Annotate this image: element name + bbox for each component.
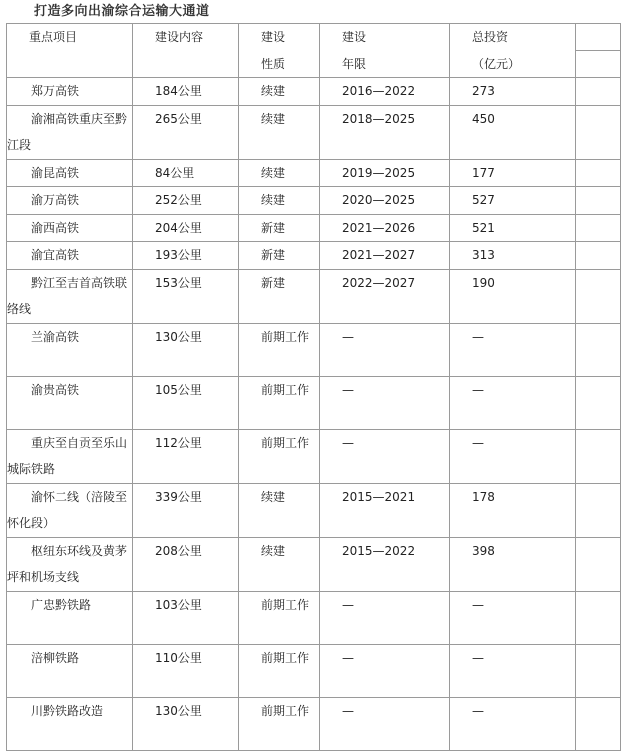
nature-cell: 前期工作: [239, 697, 320, 750]
content-cell: 265公里: [133, 105, 239, 159]
investment-cell: —: [450, 323, 576, 376]
content-cell: 204公里: [133, 214, 239, 242]
header-extra-column: [576, 24, 621, 78]
extra-cell: [576, 591, 621, 644]
table-row: [7, 483, 621, 537]
investment-cell: 273: [450, 78, 576, 106]
investment-cell: 177: [450, 159, 576, 187]
extra-cell: [576, 323, 621, 376]
project-cell: 渝贵高铁: [7, 376, 133, 429]
investment-cell: 178: [450, 483, 576, 537]
project-cell: 渝湘高铁重庆至黔江段: [7, 105, 133, 159]
nature-cell: 前期工作: [239, 429, 320, 483]
nature-cell: 前期工作: [239, 323, 320, 376]
project-cell: 渝昆高铁: [7, 159, 133, 187]
period-cell: —: [320, 697, 450, 750]
extra-cell: [576, 78, 621, 106]
content-cell: 153公里: [133, 269, 239, 323]
content-cell: 130公里: [133, 697, 239, 750]
header-investment: [450, 24, 576, 78]
project-cell: 黔江至吉首高铁联络线: [7, 269, 133, 323]
content-cell: 110公里: [133, 644, 239, 697]
table-row: [7, 105, 621, 159]
project-cell: 涪柳铁路: [7, 644, 133, 697]
header-row: [7, 24, 621, 78]
table-row: [7, 323, 621, 376]
page-title: 打造多向出渝综合运输大通道: [34, 4, 210, 19]
period-cell: 2015—2021: [320, 483, 450, 537]
header-nature-line2: 性质: [261, 56, 286, 71]
extra-cell: [576, 483, 621, 537]
extra-cell: [576, 644, 621, 697]
extra-cell: [576, 105, 621, 159]
nature-cell: 前期工作: [239, 591, 320, 644]
investment-cell: 521: [450, 214, 576, 242]
table-row: [7, 591, 621, 644]
extra-cell: [576, 429, 621, 483]
content-cell: 103公里: [133, 591, 239, 644]
header-nature-line1: 建设: [261, 30, 286, 44]
header-period: [320, 24, 450, 78]
project-cell: 渝万高铁: [7, 187, 133, 215]
investment-cell: 450: [450, 105, 576, 159]
period-cell: —: [320, 323, 450, 376]
investment-cell: —: [450, 376, 576, 429]
nature-cell: 续建: [239, 159, 320, 187]
period-cell: —: [320, 591, 450, 644]
period-cell: —: [320, 429, 450, 483]
period-cell: 2020—2025: [320, 187, 450, 215]
nature-cell: 续建: [239, 105, 320, 159]
extra-cell: [576, 537, 621, 591]
header-content: 建设内容: [133, 24, 239, 78]
nature-cell: 新建: [239, 242, 320, 270]
table-row: [7, 429, 621, 483]
header-period-line2: 年限: [342, 56, 367, 71]
investment-cell: —: [450, 429, 576, 483]
header-nature: [239, 24, 320, 78]
period-cell: 2021—2027: [320, 242, 450, 270]
header-investment-line2: （亿元）: [472, 56, 521, 71]
table-row: [7, 697, 621, 750]
content-cell: 184公里: [133, 78, 239, 106]
project-cell: 渝怀二线（涪陵至怀化段）: [7, 483, 133, 537]
extra-cell: [576, 159, 621, 187]
investment-cell: 527: [450, 187, 576, 215]
extra-cell: [576, 269, 621, 323]
nature-cell: 续建: [239, 483, 320, 537]
project-cell: 重庆至自贡至乐山城际铁路: [7, 429, 133, 483]
table-row: [7, 187, 621, 215]
project-cell: 川黔铁路改造: [7, 697, 133, 750]
content-cell: 193公里: [133, 242, 239, 270]
nature-cell: 续建: [239, 537, 320, 591]
nature-cell: 续建: [239, 78, 320, 106]
project-cell: 广忠黔铁路: [7, 591, 133, 644]
investment-cell: 313: [450, 242, 576, 270]
nature-cell: 前期工作: [239, 644, 320, 697]
nature-cell: 前期工作: [239, 376, 320, 429]
investment-cell: —: [450, 644, 576, 697]
extra-cell: [576, 242, 621, 270]
nature-cell: 续建: [239, 187, 320, 215]
table-row: [7, 269, 621, 323]
investment-cell: 398: [450, 537, 576, 591]
extra-cell: [576, 214, 621, 242]
investment-cell: —: [450, 697, 576, 750]
extra-cell: [576, 697, 621, 750]
table-row: [7, 214, 621, 242]
project-cell: 兰渝高铁: [7, 323, 133, 376]
period-cell: 2018—2025: [320, 105, 450, 159]
period-cell: 2022—2027: [320, 269, 450, 323]
nature-cell: 新建: [239, 214, 320, 242]
header-project: 重点项目: [7, 24, 133, 78]
period-cell: 2019—2025: [320, 159, 450, 187]
table-row: [7, 644, 621, 697]
content-cell: 130公里: [133, 323, 239, 376]
period-cell: —: [320, 376, 450, 429]
project-cell: 渝宜高铁: [7, 242, 133, 270]
project-cell: 渝西高铁: [7, 214, 133, 242]
investment-cell: 190: [450, 269, 576, 323]
content-cell: 339公里: [133, 483, 239, 537]
investment-cell: —: [450, 591, 576, 644]
table-row: [7, 159, 621, 187]
content-cell: 112公里: [133, 429, 239, 483]
table-row: [7, 537, 621, 591]
header-period-line1: 建设: [342, 30, 367, 44]
table-row: [7, 78, 621, 106]
table-row: [7, 242, 621, 270]
extra-cell: [576, 376, 621, 429]
content-cell: 208公里: [133, 537, 239, 591]
extra-cell: [576, 187, 621, 215]
nature-cell: 新建: [239, 269, 320, 323]
content-cell: 252公里: [133, 187, 239, 215]
period-cell: —: [320, 644, 450, 697]
period-cell: 2021—2026: [320, 214, 450, 242]
period-cell: 2015—2022: [320, 537, 450, 591]
projects-table: [6, 23, 621, 751]
project-cell: 郑万高铁: [7, 78, 133, 106]
header-investment-line1: 总投资: [472, 30, 509, 44]
header-extra-subcell: [576, 24, 620, 51]
project-cell: 枢纽东环线及黄茅坪和机场支线: [7, 537, 133, 591]
period-cell: 2016—2022: [320, 78, 450, 106]
table-row: [7, 376, 621, 429]
content-cell: 105公里: [133, 376, 239, 429]
content-cell: 84公里: [133, 159, 239, 187]
